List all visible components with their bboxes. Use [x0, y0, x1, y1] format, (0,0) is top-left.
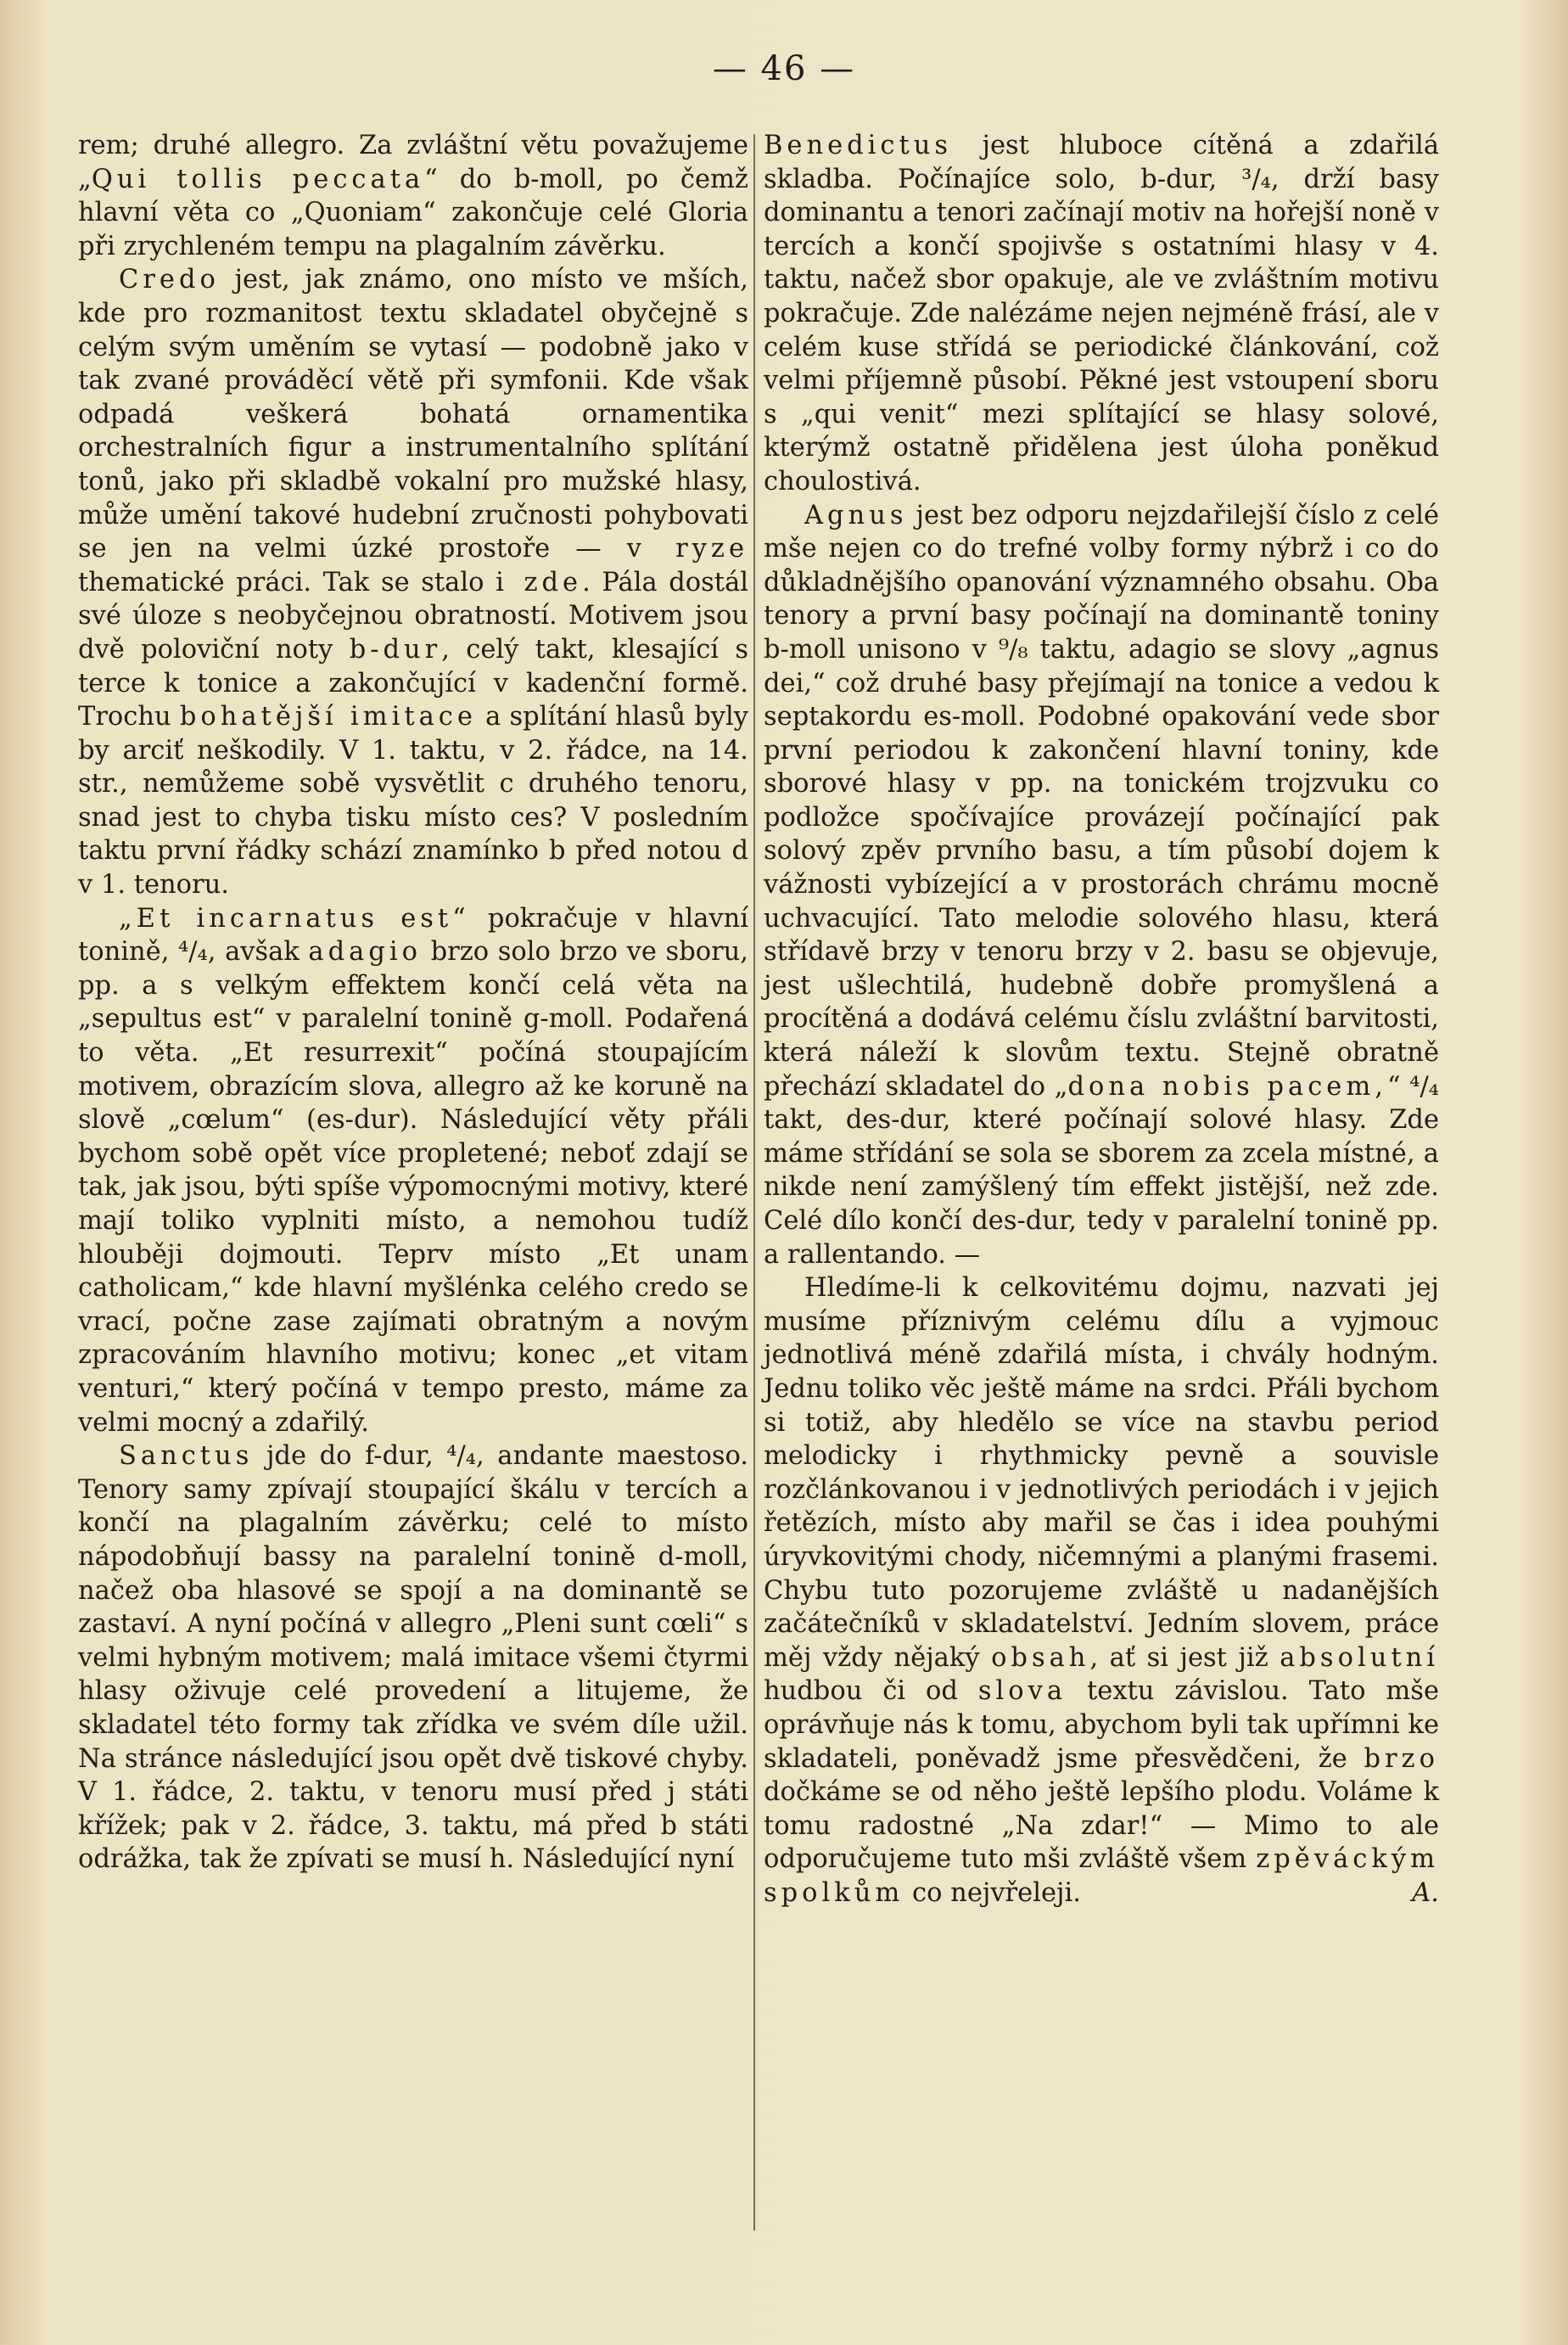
right-column: [764, 129, 1439, 1910]
paragraph-agnus: Agnus jest bez odporu nejzdařilejší číslo z celé mše nejen co do trefné volby formy nýbrž i co do důkladnějšího opanování významného obsahu. Oba tenory a první basy počínají na dominantě toniny b-moll unisono v ⁹/₈ taktu, adagio se slovy „agnus dei,“ což druhé basy přejímají na tonice a vedou k septakordu es-moll. Podobné opakování vede sbor první periodou k zakončení hlavní toniny, kde sborové hlasy v pp. na tonickém trojzvuku co podložce spočívajíce provázejí počínající pak solový zpěv prvního basu, a tím působí dojem k vážnosti vybízející a v prostorách chrámu mocně uchvacující. Tato melodie solového hlasu, která střídavě brzy v tenoru brzy v 2. basu se objevuje, jest ušlechtilá, hudebně dobře promyšlená a procítěná a dodává celému číslu zvláštní barvitosti, která náleží k slovům textu. Stejně obratně přechází skladatel do „dona nobis pacem,“ ⁴/₄ takt, des-dur, které počínají solové hlasy. Zde máme střídání se sola se sborem za zcela místné, a nikde není zamýšlený tím effekt jistější, než zde. Celé dílo končí des-dur, tedy v paralelní tonině pp. a rallentando. —: [764, 500, 1439, 1270]
paragraph-credo: Credo jest, jak známo, ono místo ve mších, kde pro rozmanitost textu skladatel obyčejně s celým svým uměním se vytasí — podobně jako v tak zvané prováděcí větě při symfonii. Kde však odpadá veškerá bohatá ornamentika orchestralních figur a instrumentalního splítání tonů, jako při skladbě vokalní pro mužské hlasy, může umění takové hudební zručnosti pohybovati se jen na velmi úzké prostoře — v ryze thematické práci. Tak se stalo i zde. Pála dostál své úloze s neobyčejnou obratností. Motivem jsou dvě poloviční noty b-dur, celý takt, klesající s terce k tonice a zakončující v kadenční formě. Trochu bohatější imitace a splítání hlasů byly by arciť neškodily. V 1. taktu, v 2. řádce, na 14. str., nemůžeme sobě vysvětlit c druhého tenoru, snad jest to chyba tisku místo ces? V posledním taktu první řádky schází znamínko b před notou d v 1. tenoru.: [78, 265, 749, 900]
signature: A.: [1412, 1877, 1439, 1908]
left-column: [78, 129, 748, 1877]
paragraph-conclusion: Hledíme-li k celkovitému dojmu, nazvati jej musíme příznivým celému dílu a vyjmouc jednotlivá méně zdařilá místa, i chvály hodným. Jednu toliko věc ještě máme na srdci. Přáli bychom si totiž, aby hledělo se více na stavbu period melodicky i rhythmicky pevně a souvisle rozčlánkovanou i v jednotlivých periodách i v jejich řetězích, místo aby mařil se čas i idea pouhými úryvkovitými chody, ničemnými a planými frasemi. Chybu tuto pozorujeme zvláště u nadanějších začátečníků v skladatelství. Jedním slovem, práce měj vždy nějaký obsah, ať si jest již absolutní hudbou či od slova textu závislou. Tato mše oprávňuje nás k tomu, abychom byli tak upřímni ke skladateli, poněvadž jsme přesvědčeni, že brzo dočkáme se od něho ještě lepšího plodu. Voláme k tomu radostné „Na zdar!“ — Mimo to ale odporučujeme tuto mši zvláště všem zpěváckým spolkům co nejvřeleji. A.: [764, 1271, 1439, 1910]
column-divider: [753, 134, 755, 2230]
page-number: — 46 —: [712, 49, 856, 88]
paragraph-sanctus: Sanctus jde do f-dur, ⁴/₄, andante maestoso. Tenory samy zpívají stoupající škálu v tercích a končí na plagalním závěrku; celé to místo nápodobňují bassy na paralelní tonině d-moll, načež oba hlasové se spojí a na dominantě se zastaví. A nyní počíná v allegro „Pleni sunt cœli“ s velmi hybným motivem; malá imitace všemi čtyrmi hlasy oživuje celé provedení a litujeme, že skladatel této formy tak zřídka ve svém díle užil. Na stránce následující jsou opět dvě tiskové chyby. V 1. řádce, 2. taktu, v tenoru musí před j státi křížek; pak v 2. řádce, 3. taktu, má před b státi odrážka, tak že zpívati se musí h. Následující nyní: [78, 1441, 748, 1875]
paragraph-incarnatus: „Et incarnatus est“ pokračuje v hlavní tonině, ⁴/₄, avšak adagio brzo solo brzo ve sboru, pp. a s velkým effektem končí celá věta na „sepultus est“ v paralelní tonině g-moll. Podařená to věta. „Et resurrexit“ počíná stoupajícím motivem, obrazícím slova, allegro až ke koruně na slově „cœlum“ (es-dur). Následující věty přáli bychom sobě opět více propletené; neboť zdají se tak, jak jsou, býti spíše výpomocnými motivy, které mají toliko vyplniti místo, a nemohou tudíž hlouběji dojmouti. Teprv místo „Et unam catholicam,“ kde hlavní myšlénka celého credo se vrací, počne zase zajímati obratným a novým zpracováním hlavního motivu; konec „et vitam venturi,“ který počíná v tempo presto, máme za velmi mocný a zdařilý.: [78, 903, 749, 1438]
paragraph: rem; druhé allegro. Za zvláštní větu považujeme „Qui tollis peccata“ do b-moll, po čemž hlavní věta co „Quoniam“ zakončuje celé Gloria při zrychleném tempu na plagalním závěrku.: [78, 131, 748, 261]
paragraph-benedictus: Benedictus jest hluboce cítěná a zdařilá skladba. Počínajíce solo, b-dur, ³/₄, drží basy dominantu a tenori začínají motiv na hořejší noně v tercích a končí spojivše s ostatními hlasy v 4. taktu, načež sbor opakuje, ale ve zvláštním motivu pokračuje. Zde nalézáme nejen nejméně frásí, ale v celém kuse střídá se periodické článkování, což velmi příjemně působí. Pěkné jest vstoupení sboru s „qui venit“ mezi splítající se hlasy solové, kterýmž ostatně přidělena jest úloha poněkud choulostivá.: [764, 131, 1439, 496]
